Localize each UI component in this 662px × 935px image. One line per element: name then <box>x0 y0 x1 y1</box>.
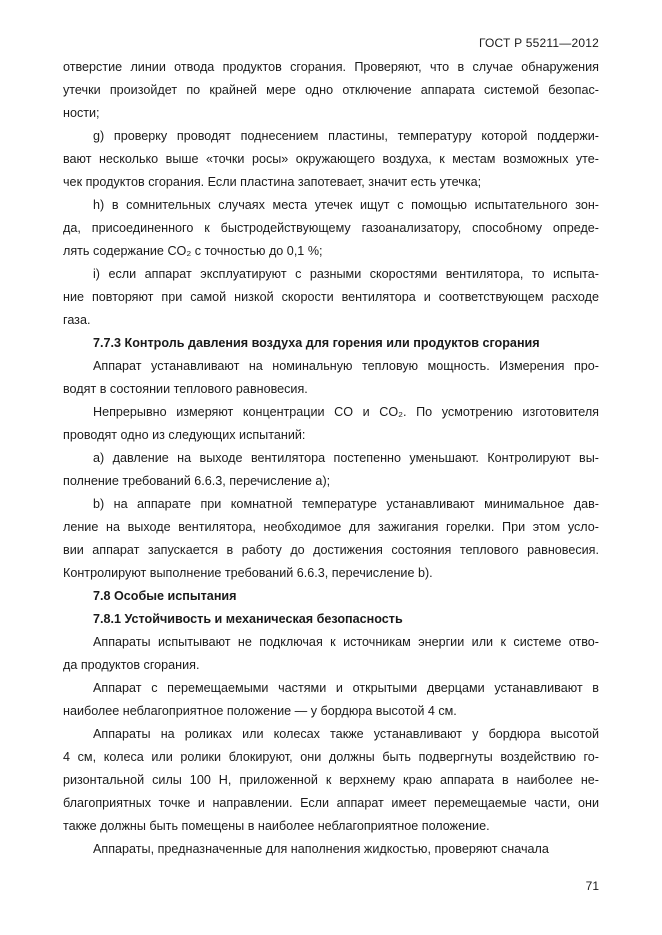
text-line: ление на выходе вентилятора, необходимое для зажигания горелки. При этом усло- <box>63 520 599 534</box>
section-heading <box>63 585 599 608</box>
paragraph <box>63 401 599 447</box>
text-line: Аппараты, предназначенные для наполнения жидкостью, проверяют сначала <box>93 842 549 856</box>
text-line: a) давление на выходе вентилятора постепенно уменьшают. Контролируют вы- <box>93 451 599 465</box>
text-line: Контролируют выполнение требований 6.6.3, перечисление b). <box>63 566 433 580</box>
page-number: 71 <box>585 879 599 893</box>
text-line: ризонтальной силы 100 Н, приложенной к верхнему краю аппарата в наиболее не- <box>63 773 599 787</box>
paragraph <box>63 631 599 677</box>
heading-text: 7.8.1 Устойчивость и механическая безопасность <box>93 612 403 626</box>
text-line: Аппарат с перемещаемыми частями и открытыми дверцами устанавливают в <box>93 681 599 695</box>
text-line: 4 см, колеса или ролики блокируют, они должны быть подвергнуты воздействию го- <box>63 750 599 764</box>
heading-text: 7.8 Особые испытания <box>93 589 237 603</box>
text-line: ности; <box>63 106 100 120</box>
paragraph <box>63 677 599 723</box>
heading-text: 7.7.3 Контроль давления воздуха для горения или продуктов сгорания <box>93 336 540 350</box>
paragraph <box>63 447 599 493</box>
section-heading <box>63 332 599 355</box>
text-line: да, присоединенного к быстродействующему газоанализатору, способному опреде- <box>63 221 599 235</box>
text-line: g) проверку проводят поднесением пластины, температуру которой поддержи- <box>93 129 599 143</box>
text-line: газа. <box>63 313 91 327</box>
document-header: ГОСТ Р 55211—2012 <box>478 36 599 50</box>
text-line: Аппараты испытывают не подключая к источникам энергии или к системе отво- <box>93 635 599 649</box>
text-line: водят в состоянии теплового равновесия. <box>63 382 308 396</box>
paragraph <box>63 56 599 125</box>
document-body <box>63 56 599 861</box>
text-line: проводят одно из следующих испытаний: <box>63 428 306 442</box>
paragraph <box>63 263 599 332</box>
paragraph <box>63 125 599 194</box>
section-heading <box>63 608 599 631</box>
text-line: благоприятных точке и направлении. Если аппарат имеет перемещаемые части, они <box>63 796 599 810</box>
text-line: Непрерывно измеряют концентрации CO и CO₂. По усмотрению изготовителя <box>93 405 599 419</box>
text-line: наиболее неблагоприятное положение — у бордюра высотой 4 см. <box>63 704 457 718</box>
text-line: b) на аппарате при комнатной температуре устанавливают минимальное дав- <box>93 497 599 511</box>
text-line: Аппарат устанавливают на номинальную тепловую мощность. Измерения про- <box>93 359 599 373</box>
text-line: вают несколько выше «точки росы» окружающего воздуха, к местам возможных уте- <box>63 152 599 166</box>
paragraph <box>63 355 599 401</box>
text-line: чек продуктов сгорания. Если пластина запотевает, значит есть утечка; <box>63 175 482 189</box>
paragraph <box>63 493 599 585</box>
text-line: лять содержание CO₂ с точностью до 0,1 %; <box>63 244 323 258</box>
text-line: отверстие линии отвода продуктов сгорания. Проверяют, что в случае обнаружения <box>63 60 599 74</box>
text-line: вии аппарат запускается в работу до достижения состояния теплового равновесия. <box>63 543 599 557</box>
text-line: утечки произойдет по крайней мере одно отключение аппарата системой безопас- <box>63 83 599 97</box>
text-line: Аппараты на роликах или колесах также устанавливают у бордюра высотой <box>93 727 599 741</box>
text-line: ние повторяют при самой низкой скорости вентилятора и соответствующем расходе <box>63 290 599 304</box>
text-line: i) если аппарат эксплуатируют с разными скоростями вентилятора, то испыта- <box>93 267 599 281</box>
text-line: полнение требований 6.6.3, перечисление а); <box>63 474 331 488</box>
paragraph <box>63 194 599 263</box>
text-line: да продуктов сгорания. <box>63 658 200 672</box>
text-line: также должны быть помещены в наиболее неблагоприятное положение. <box>63 819 490 833</box>
paragraph <box>63 838 599 861</box>
text-line: h) в сомнительных случаях места утечек ищут с помощью испытательного зон- <box>93 198 599 212</box>
paragraph <box>63 723 599 838</box>
